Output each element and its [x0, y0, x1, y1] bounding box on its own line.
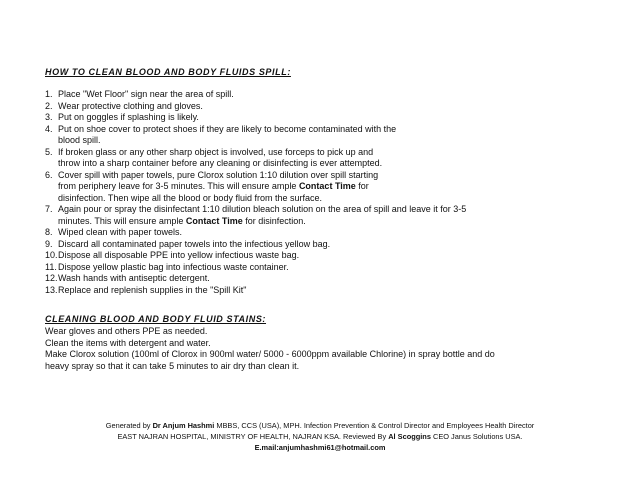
author-name: Dr Anjum Hashmi — [152, 421, 215, 430]
section-title-spill: HOW TO CLEAN BLOOD AND BODY FLUIDS SPILL: — [45, 67, 291, 77]
text-line: Wear gloves and others PPE as needed. — [45, 326, 208, 336]
list-item: 4. Put on shoe cover to protect shoes if they are likely to become contaminated with the blood spill. — [45, 123, 397, 145]
footer-line: Generated by Dr Anjum Hashmi MBBS, CCS (USA), MPH. Infection Prevention & Control Director and Employees Health Director — [105, 421, 535, 430]
footer-line: EAST NAJRAN HOSPITAL, MINISTRY OF HEALTH, NAJRAN KSA. Reviewed By Al Scoggins CEO Janus Solutions USA. — [117, 432, 523, 441]
steps-list — [45, 89, 605, 296]
list-item: 12. Wash hands with antiseptic detergent. — [45, 273, 210, 283]
text-line: heavy spray so that it can take 5 minutes to air dry than clean it. — [45, 360, 300, 371]
text-line: Make Clorox solution (100ml of Clorox in 900ml water/ 5000 - 6000ppm available Chlorine) in spray bottle and do — [45, 349, 495, 359]
footer-credits — [60, 420, 580, 453]
list-item: 3. Put on goggles if splashing is likely. — [45, 112, 199, 122]
emphasis-contact-time: Contact Time — [185, 215, 243, 226]
list-item: 10. Dispose all disposable PPE into yellow infectious waste bag. — [45, 250, 300, 260]
list-item: 5. If broken glass or any other sharp object is involved, use forceps to pick up and throw into a sharp container before any cleaning or disinfecting is ever attempted. — [45, 146, 383, 168]
list-item: 13. Replace and replenish supplies in the "Spill Kit" — [45, 284, 247, 295]
list-item: 1. Place "Wet Floor" sign near the area of spill. — [45, 89, 234, 99]
list-item: 9. Discard all contaminated paper towels into the infectious yellow bag. — [45, 238, 331, 249]
reviewer-name: Al Scoggins — [388, 432, 431, 441]
list-item: 11. Dispose yellow plastic bag into infectious waste container. — [45, 261, 289, 272]
emphasis-contact-time: Contact Time — [298, 181, 356, 191]
stains-paragraph — [45, 326, 605, 372]
footer-email: E.mail:anjumhashmi61@hotmail.com — [254, 443, 386, 452]
list-item: 8. Wiped clean with paper towels. — [45, 227, 183, 237]
text-line: Clean the items with detergent and water. — [45, 337, 211, 348]
list-item: 2. Wear protective clothing and gloves. — [45, 100, 203, 111]
section-title-stains: CLEANING BLOOD AND BODY FLUID STAINS: — [45, 314, 267, 324]
list-item: 6. Cover spill with paper towels, pure Clorox solution 1:10 dilution over spill starting from periphery leave for 3-5 minutes. This will ensure ample Contact Time for disinfection. Then wipe all the blood or body fluid from the surface. — [45, 169, 379, 203]
list-item: 7. Again pour or spray the disinfectant 1:10 dilution bleach solution on the area of spill and leave it for 3-5 minutes. This will ensure ample Contact Time for disinfection. — [45, 204, 467, 226]
